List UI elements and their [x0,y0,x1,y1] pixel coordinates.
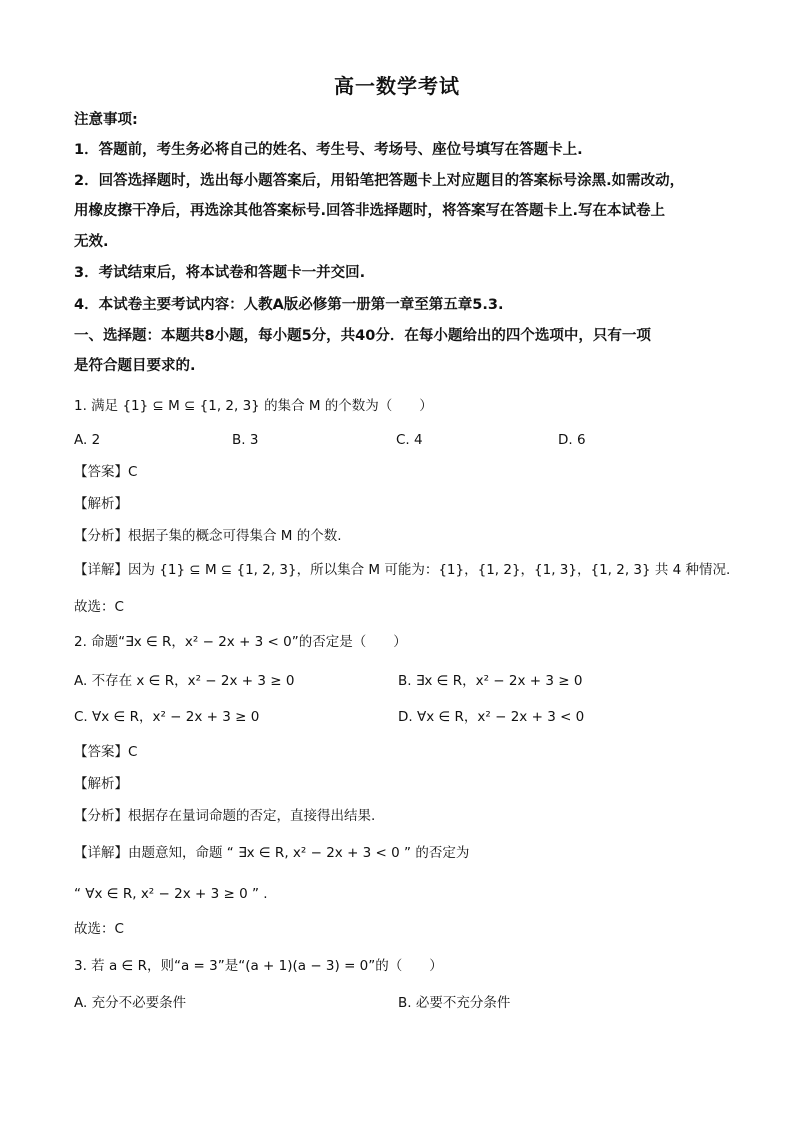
q2-option-d: D. ∀x ∈ R，x² − 2x + 3 < 0 [398,709,585,725]
notice-line: 1．答题前，考生务必将自己的姓名、考生号、考场号、座位号填写在答题卡上. [74,142,583,158]
notice-line: 2．回答选择题时，选出每小题答案后，用铅笔把答题卡上对应题目的答案标号涂黑.如需改动， [74,173,685,189]
q2-option-a: A. 不存在 x ∈ R，x² − 2x + 3 ≥ 0 [74,673,295,689]
q1-option-a: A. 2 [74,432,101,448]
q2-conclusion: 故选：C [74,921,124,937]
q2-detail: 【详解】由题意知，命题 “ ∃x ∈ R, x² − 2x + 3 < 0 ” 的否定为 [74,845,470,861]
question-1-stem: 1. 满足 {1} ⊆ M ⊆ {1, 2, 3} 的集合 M 的个数为（ ） [74,398,433,414]
q2-answer: 【答案】C [74,744,138,760]
q3-option-a: A. 充分不必要条件 [74,995,187,1011]
q2-option-b: B. ∃x ∈ R，x² − 2x + 3 ≥ 0 [398,673,583,689]
notice-heading: 注意事项: [74,112,138,128]
q2-detail-formula: “ ∀x ∈ R, x² − 2x + 3 ≥ 0 ” . [74,886,268,902]
q1-answer: 【答案】C [74,464,138,480]
section-heading: 是符合题目要求的. [74,358,196,374]
section-heading: 一、选择题：本题共8小题，每小题5分，共40分．在每小题给出的四个选项中，只有一项 [74,328,651,344]
q1-option-b: B. 3 [232,432,259,448]
notice-line: 用橡皮擦干净后，再选涂其他答案标号.回答非选择题时，将答案写在答题卡上.写在本试卷上 [74,203,666,219]
q1-analysis: 【分析】根据子集的概念可得集合 M 的个数. [74,528,342,544]
notice-line: 4．本试卷主要考试内容：人教A版必修第一册第一章至第五章5.3. [74,297,504,313]
notice-line: 无效. [74,234,109,250]
q1-conclusion: 故选：C [74,599,124,615]
page-title: 高一数学考试 [334,74,460,98]
q1-detail: 【详解】因为 {1} ⊆ M ⊆ {1, 2, 3}，所以集合 M 可能为：{1}，{1, 2}，{1, 3}，{1, 2, 3} 共 4 种情况. [74,562,731,578]
question-2-stem: 2. 命题“∃x ∈ R，x² − 2x + 3 < 0”的否定是（ ） [74,634,407,650]
q2-analysis: 【分析】根据存在量词命题的否定，直接得出结果. [74,808,376,824]
question-3-stem: 3. 若 a ∈ R，则“a = 3”是“(a + 1)(a − 3) = 0”的（ ） [74,958,443,974]
q3-option-b: B. 必要不充分条件 [398,995,511,1011]
notice-line: 3．考试结束后，将本试卷和答题卡一并交回. [74,265,366,281]
q2-option-c: C. ∀x ∈ R，x² − 2x + 3 ≥ 0 [74,709,260,725]
q1-jiexi-tag: 【解析】 [74,496,128,512]
q1-option-c: C. 4 [396,432,423,448]
q1-option-d: D. 6 [558,432,586,448]
q2-jiexi-tag: 【解析】 [74,776,128,792]
